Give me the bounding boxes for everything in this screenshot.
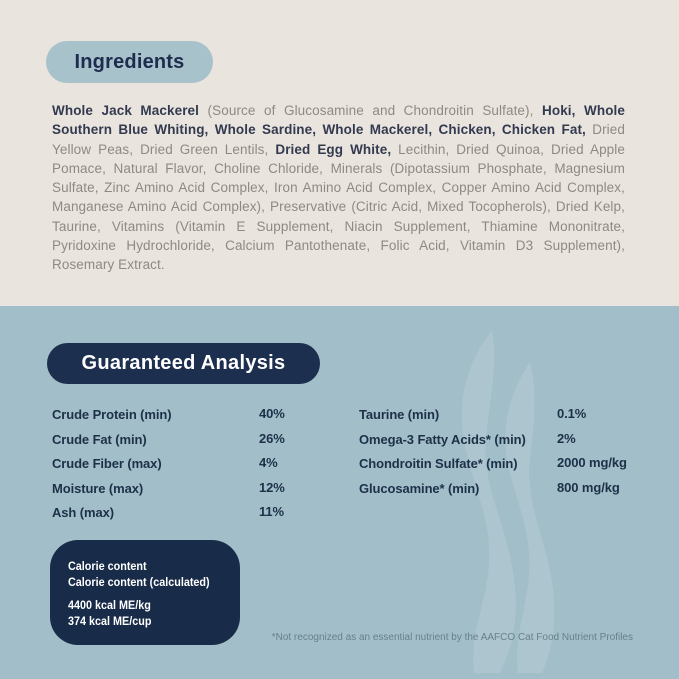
- nutrient-label: Chondroitin Sulfate* (min): [359, 456, 518, 472]
- analysis-table-right: [359, 406, 659, 504]
- ingredient-segment: Hoki, Whole Southern Blue Whiting, Whole Sardine, Whole Mackerel, Chicken, Chicken Fat,: [52, 103, 625, 138]
- analysis-row: [52, 406, 352, 431]
- analysis-row: [359, 455, 659, 480]
- analysis-row: [52, 431, 352, 456]
- aafco-footnote: *Not recognized as an essential nutrient by the AAFCO Cat Food Nutrient Profiles: [271, 632, 633, 643]
- nutrient-value: 40%: [259, 406, 285, 421]
- ingredients-heading: Ingredients: [74, 50, 185, 73]
- calorie-titles: [68, 559, 216, 590]
- ingredient-segment: Whole Jack Mackerel: [52, 103, 200, 118]
- calorie-value-line: 4400 kcal ME/kg: [68, 598, 151, 612]
- analysis-row: [359, 406, 659, 431]
- analysis-row: [52, 504, 352, 529]
- nutrient-value: 4%: [259, 455, 278, 471]
- ingredient-segment: (Source of Glucosamine and Chondroitin Sulfate),: [199, 103, 542, 118]
- calorie-content-box: [50, 540, 240, 645]
- nutrient-value: 12%: [259, 479, 285, 495]
- nutrient-value: 11%: [259, 504, 285, 520]
- analysis-row: [359, 480, 659, 505]
- analysis-heading-pill: [47, 343, 320, 384]
- nutrient-label: Crude Protein (min): [52, 407, 172, 422]
- nutrient-label: Moisture (max): [52, 480, 144, 496]
- calorie-title-line: Calorie content (calculated): [68, 574, 210, 589]
- nutrient-label: Crude Fiber (max): [52, 456, 162, 472]
- analysis-row: [359, 431, 659, 456]
- ingredients-list: [52, 101, 625, 275]
- nutrient-label: Ash (max): [52, 505, 114, 521]
- nutrient-value: 26%: [259, 430, 285, 446]
- ingredient-segment: Lecithin, Dried Quinoa, Dried Apple Pomace, Natural Flavor, Choline Chloride, Minerals (Dipotassium Phosphate, Magnesium Sulfate, Zinc Amino Acid Complex, Iron Amino Acid Complex, Copper Amino Acid Complex, Manganese Amino Acid Complex), Preservative (Citric Acid, Mixed Tocopherols), Dried Kelp, Taurine, Vitamins (Vitamin E Supplement, Niacin Supplement, Thiamine Mononitrate, Pyridoxine Hydrochloride, Calcium Pantothenate, Folic Acid, Vitamin D3 Supplement), Rosemary Extract.: [52, 141, 625, 273]
- nutrient-value: 2%: [557, 430, 576, 446]
- nutrient-label: Glucosamine* (min): [359, 480, 480, 496]
- nutrient-value: 800 mg/kg: [557, 479, 620, 495]
- calorie-title-line: Calorie content: [68, 559, 147, 573]
- ingredient-segment: Dried Egg White,: [275, 141, 392, 157]
- ingredient-segment: Dried Yellow Peas, Dried Green Lentils,: [52, 122, 625, 157]
- nutrient-label: Omega-3 Fatty Acids* (min): [359, 431, 526, 447]
- analysis-row: [52, 480, 352, 505]
- analysis-table-left: [52, 406, 352, 529]
- ingredients-heading-pill: [46, 41, 213, 83]
- calorie-value-line: 374 kcal ME/cup: [68, 613, 152, 628]
- analysis-row: [52, 455, 352, 480]
- nutrient-label: Crude Fat (min): [52, 431, 147, 447]
- nutrient-value: 2000 mg/kg: [557, 455, 627, 471]
- analysis-heading: Guaranteed Analysis: [81, 352, 286, 374]
- nutrient-label: Taurine (min): [359, 407, 440, 422]
- calorie-values: [68, 598, 216, 629]
- nutrient-value: 0.1%: [557, 406, 587, 421]
